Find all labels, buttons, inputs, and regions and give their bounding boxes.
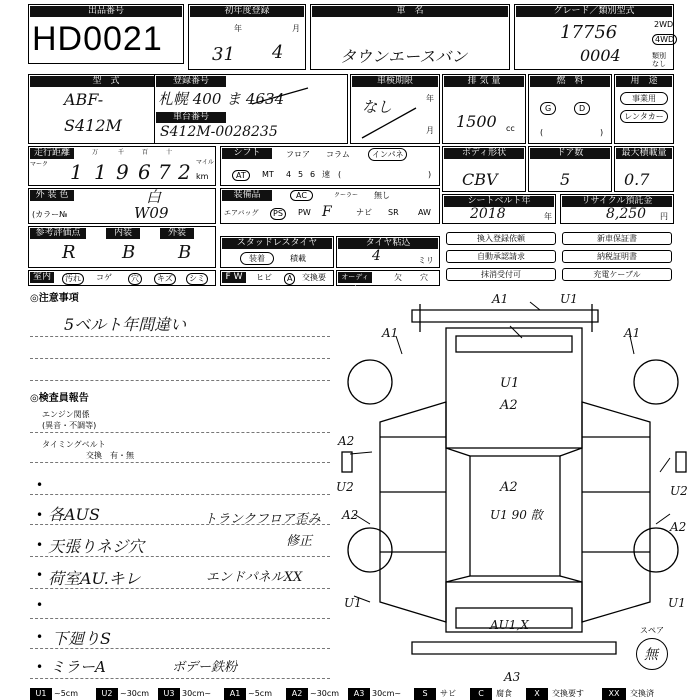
grade-value-2: 0004 bbox=[580, 46, 621, 65]
mark-a1-left: A1 bbox=[382, 326, 399, 340]
legend-val-xx: 交換済 bbox=[630, 689, 654, 698]
mark-a1-top: A1 bbox=[492, 292, 509, 306]
studless-label: スタッドレスタイヤ bbox=[222, 238, 332, 249]
grade-label: グレード／類別型式 bbox=[516, 6, 672, 17]
color-label: 外 装 色 bbox=[30, 190, 74, 201]
audio-label: オーディオ bbox=[338, 272, 372, 283]
int-score-label: 内装 bbox=[106, 228, 140, 239]
displacement-label: 排 気 量 bbox=[444, 76, 524, 87]
mileage-digit-1: 1 bbox=[70, 160, 83, 184]
fw-a: A bbox=[284, 273, 295, 285]
recycle-unit: 円 bbox=[660, 212, 668, 221]
mark-au1x-rear: AU1,X bbox=[490, 618, 529, 632]
interior-dirt: 汚れ bbox=[62, 273, 84, 285]
legend-key-a3: A3 bbox=[348, 688, 370, 700]
tire-value: 4 bbox=[372, 248, 381, 264]
inspector-line-3 bbox=[30, 556, 330, 557]
legend-key-u1: U1 bbox=[30, 688, 52, 700]
mark-a3-bumper: A3 bbox=[504, 670, 521, 684]
bullet-2: • bbox=[36, 508, 44, 522]
mileage-label: 走行距離 bbox=[30, 148, 74, 159]
recycle-value: 8,250 bbox=[606, 206, 647, 222]
legend-val-a1: ~5cm bbox=[248, 689, 272, 698]
inspector-note-1: 各AUS bbox=[48, 505, 101, 524]
equip-pw: PW bbox=[298, 208, 311, 217]
side-note-4: ボデー鉄粉 bbox=[172, 660, 238, 675]
spare-value: 無 bbox=[644, 647, 658, 663]
equip-cooler: クーラー bbox=[334, 192, 359, 199]
inspector-note-2: 天張りネジ穴 bbox=[48, 537, 145, 556]
fuel-paren-open: ( bbox=[540, 128, 544, 137]
seatbelt-value: 2018 bbox=[470, 206, 506, 222]
legend-key-c: C bbox=[470, 688, 492, 700]
ref-score-label: 参考評価点 bbox=[30, 228, 86, 239]
lot-number: HD0021 bbox=[32, 20, 163, 58]
seatbelt-label: シートベルト年 bbox=[444, 196, 554, 207]
shaken-year-unit: 年 bbox=[426, 94, 434, 103]
lot-label: 出品番号 bbox=[30, 6, 182, 17]
mileage-unit-hyaku: 百 bbox=[142, 149, 149, 156]
shift-column: コラム bbox=[326, 150, 350, 159]
shift-speed-unit: 速 bbox=[322, 170, 330, 179]
equip-sr: SR bbox=[388, 208, 399, 217]
displacement-unit: cc bbox=[506, 124, 515, 133]
model-value-2: S412M bbox=[64, 116, 122, 135]
interior-label: 室内 bbox=[30, 272, 54, 283]
legend-val-u3: 30cm~ bbox=[182, 689, 212, 698]
equip-navi: ナビ bbox=[356, 208, 372, 217]
interior-hole: 穴 bbox=[128, 273, 142, 285]
fuel-label: 燃 料 bbox=[530, 76, 610, 87]
shaken-month-unit: 月 bbox=[426, 126, 434, 135]
mileage-digit-6: 2 bbox=[178, 160, 191, 184]
notes-title: ◎注意事項 bbox=[30, 293, 79, 304]
doors-label: ドア数 bbox=[530, 148, 610, 159]
shift-paren-close: ) bbox=[428, 170, 432, 179]
interior-scratch: キズ bbox=[154, 273, 176, 285]
ext-score-label: 外装 bbox=[160, 228, 194, 239]
shift-5: 5 bbox=[298, 170, 304, 179]
mark-u2-left: U2 bbox=[336, 480, 354, 494]
inspector-note-5: ミラーA bbox=[50, 658, 106, 676]
inspector-note-4: 下廻りS bbox=[52, 629, 111, 648]
shift-4: 4 bbox=[286, 170, 292, 179]
legend-key-x: X bbox=[526, 688, 548, 700]
bullet-6: • bbox=[36, 630, 44, 644]
btn-registration: 換入登録依頼 bbox=[446, 232, 556, 245]
timing-line bbox=[30, 462, 330, 463]
legend-val-s: サビ bbox=[440, 689, 456, 698]
notes-line-3 bbox=[30, 380, 330, 381]
mileage-digit-2: 1 bbox=[94, 160, 107, 184]
legend-key-a2: A2 bbox=[286, 688, 308, 700]
shift-floor: フロア bbox=[286, 150, 310, 159]
mileage-digit-4: 6 bbox=[138, 160, 151, 184]
bullet-1: • bbox=[36, 478, 44, 492]
mark-u1-top: U1 bbox=[560, 292, 578, 306]
legend-key-xx: XX bbox=[602, 688, 626, 700]
mileage-mark: マーク bbox=[30, 161, 49, 168]
ext-score: B bbox=[178, 242, 192, 263]
inspector-line-6 bbox=[30, 648, 330, 649]
fuel-d: D bbox=[574, 102, 590, 115]
timing-label: タイミングベルト bbox=[42, 440, 106, 449]
shift-at: AT bbox=[232, 170, 250, 181]
int-score: B bbox=[122, 242, 136, 263]
studless-mounted: 装着 bbox=[240, 252, 274, 265]
btn-auto-approve: 自動承認請求 bbox=[446, 250, 556, 263]
shift-mt: MT bbox=[262, 170, 274, 179]
inspector-line-4 bbox=[30, 588, 330, 589]
reg-label: 登録番号 bbox=[156, 76, 226, 87]
btn-tax-cert: 納税証明書 bbox=[562, 250, 672, 263]
inspector-line-1 bbox=[30, 494, 330, 495]
first-reg-month: 4 bbox=[272, 42, 284, 63]
equip-ps: PS bbox=[270, 208, 286, 220]
legend-val-u2: ~30cm bbox=[120, 689, 150, 698]
bullet-4: • bbox=[36, 568, 44, 582]
capacity-label: 最大積載量 bbox=[616, 148, 672, 159]
doors-value: 5 bbox=[560, 170, 571, 189]
body-value: CBV bbox=[462, 170, 498, 189]
displacement-value: 1500 bbox=[456, 112, 497, 131]
side-note-3: エンドパネルXX bbox=[206, 570, 303, 585]
model-value-1: ABF- bbox=[64, 90, 104, 109]
audio-hole: 穴 bbox=[420, 273, 428, 282]
color-code: W09 bbox=[134, 204, 169, 222]
equip-f: F bbox=[322, 204, 332, 220]
fw-replace: 交換要 bbox=[302, 273, 326, 282]
car-name-value: タウンエースバン bbox=[340, 47, 468, 66]
color-value: 白 bbox=[146, 188, 162, 206]
drive-4wd: 4WD bbox=[652, 34, 677, 45]
inspector-line-5 bbox=[30, 618, 330, 619]
bullet-3: • bbox=[36, 538, 44, 552]
drive-2wd: 2WD bbox=[654, 20, 674, 29]
shaken-label: 車検期限 bbox=[352, 76, 438, 87]
bullet-7: • bbox=[36, 660, 44, 674]
engine-sub: (異音・不調等) bbox=[42, 421, 97, 430]
equip-none: 無し bbox=[374, 191, 390, 200]
fuel-paren-close: ) bbox=[600, 128, 604, 137]
legend-val-c: 腐食 bbox=[496, 689, 512, 698]
color-code-label: (カラー№ bbox=[32, 210, 68, 219]
fw-label: F W bbox=[222, 272, 246, 283]
interior-burn: コゲ bbox=[96, 273, 112, 282]
chassis-label: 車台番号 bbox=[156, 112, 226, 123]
ref-score: R bbox=[62, 242, 76, 263]
legend-key-u2: U2 bbox=[96, 688, 118, 700]
legend-val-a2: ~30cm bbox=[310, 689, 340, 698]
spare-label: スペア bbox=[640, 626, 664, 635]
mark-a2-roof: A2 bbox=[500, 480, 518, 495]
engine-label: エンジン関係 bbox=[42, 410, 90, 419]
legend-key-u3: U3 bbox=[158, 688, 180, 700]
btn-charge-cable: 充電ケーブル bbox=[562, 268, 672, 281]
unclassified-label: 類別なし bbox=[652, 52, 666, 68]
body-label: ボディ形状 bbox=[444, 148, 524, 159]
legend-val-u1: ~5cm bbox=[54, 689, 78, 698]
legend-key-a1: A1 bbox=[224, 688, 246, 700]
shaken-value: なし bbox=[362, 98, 393, 116]
chassis-value: S412M-0028235 bbox=[160, 124, 278, 140]
inspector-title: ◎検査員報告 bbox=[30, 393, 89, 404]
usage-rental: レンタカー bbox=[620, 110, 668, 123]
mark-u1-hood: U1 bbox=[500, 376, 520, 391]
mark-a2-left-mid: A2 bbox=[342, 508, 359, 522]
equip-aw: AW bbox=[418, 208, 431, 217]
studless-loaded: 積載 bbox=[290, 254, 306, 263]
reg-value: 札幌 400 ま 4634 bbox=[158, 90, 285, 108]
legend-val-x: 交換要す bbox=[552, 689, 584, 698]
tire-unit: ミリ bbox=[418, 256, 434, 265]
shift-6: 6 bbox=[310, 170, 316, 179]
mileage-unit-man: 万 bbox=[92, 149, 99, 156]
shaken-strike bbox=[360, 106, 420, 140]
usage-label: 用 途 bbox=[616, 76, 672, 87]
notes-line-2 bbox=[30, 358, 330, 359]
shift-inpane: インパネ bbox=[368, 148, 407, 161]
mark-a2-hood: A2 bbox=[500, 398, 518, 413]
capacity-value: 0.7 bbox=[624, 170, 650, 189]
side-note-2: 修正 bbox=[286, 534, 313, 549]
mileage-unit-km-label: マイル bbox=[196, 159, 214, 166]
btn-warranty: 新車保証書 bbox=[562, 232, 672, 245]
mark-a2-left-front: A2 bbox=[338, 434, 355, 448]
equip-airbag: エアバッグ bbox=[224, 209, 259, 217]
bullet-5: • bbox=[36, 598, 44, 612]
mileage-digit-3: 9 bbox=[116, 160, 129, 184]
mark-a2-right: A2 bbox=[670, 520, 687, 534]
first-reg-label: 初年度登録 bbox=[190, 6, 304, 17]
shift-label: シフト bbox=[222, 148, 272, 159]
engine-line bbox=[30, 432, 330, 433]
grade-value-1: 17756 bbox=[560, 22, 618, 43]
shift-paren-open: ( bbox=[338, 170, 342, 179]
legend-key-s: S bbox=[414, 688, 436, 700]
mark-u1-right-rear: U1 bbox=[668, 596, 686, 610]
recycle-label: リサイクル預託金 bbox=[562, 196, 672, 207]
mark-u1-roof: U1 90 散 bbox=[490, 508, 543, 522]
audio-missing: 欠 bbox=[394, 273, 402, 282]
equipment-label: 装備品 bbox=[222, 190, 272, 201]
inspector-note-3: 荷室AU.キレ bbox=[48, 569, 141, 588]
mileage-km: km bbox=[196, 172, 209, 181]
mileage-digit-5: 7 bbox=[158, 160, 171, 184]
equip-ac: AC bbox=[290, 190, 313, 201]
notes-text: 5ベルト年間違い bbox=[64, 315, 187, 334]
mileage-unit-sen: 千 bbox=[118, 149, 125, 156]
fuel-g: G bbox=[540, 102, 556, 115]
first-reg-year: 31 bbox=[212, 44, 235, 65]
month-unit: 月 bbox=[292, 24, 300, 33]
side-note-1: トランクフロア歪み bbox=[204, 512, 321, 527]
mileage-unit-jyu: 十 bbox=[166, 149, 173, 156]
mark-u2-right: U2 bbox=[670, 484, 688, 498]
interior-stain: シミ bbox=[186, 273, 208, 285]
inspector-line-7 bbox=[30, 678, 330, 679]
mark-a1-right: A1 bbox=[624, 326, 641, 340]
usage-business: 事業用 bbox=[620, 92, 668, 105]
seatbelt-unit: 年 bbox=[544, 212, 552, 221]
timing-sub: 交換 有・無 bbox=[86, 451, 134, 460]
mark-u1-left-rear: U1 bbox=[344, 596, 362, 610]
year-unit: 年 bbox=[234, 24, 242, 33]
car-name-label: 車 名 bbox=[312, 6, 508, 17]
notes-line-1 bbox=[30, 336, 330, 337]
legend-val-a3: 30cm~ bbox=[372, 689, 402, 698]
btn-cancel-accept: 抹消受付可 bbox=[446, 268, 556, 281]
model-label: 型 式 bbox=[30, 76, 182, 87]
reg-strike bbox=[250, 86, 310, 106]
tire-label: タイヤ粘込 bbox=[338, 238, 438, 249]
fw-crack: ヒビ bbox=[256, 273, 272, 282]
